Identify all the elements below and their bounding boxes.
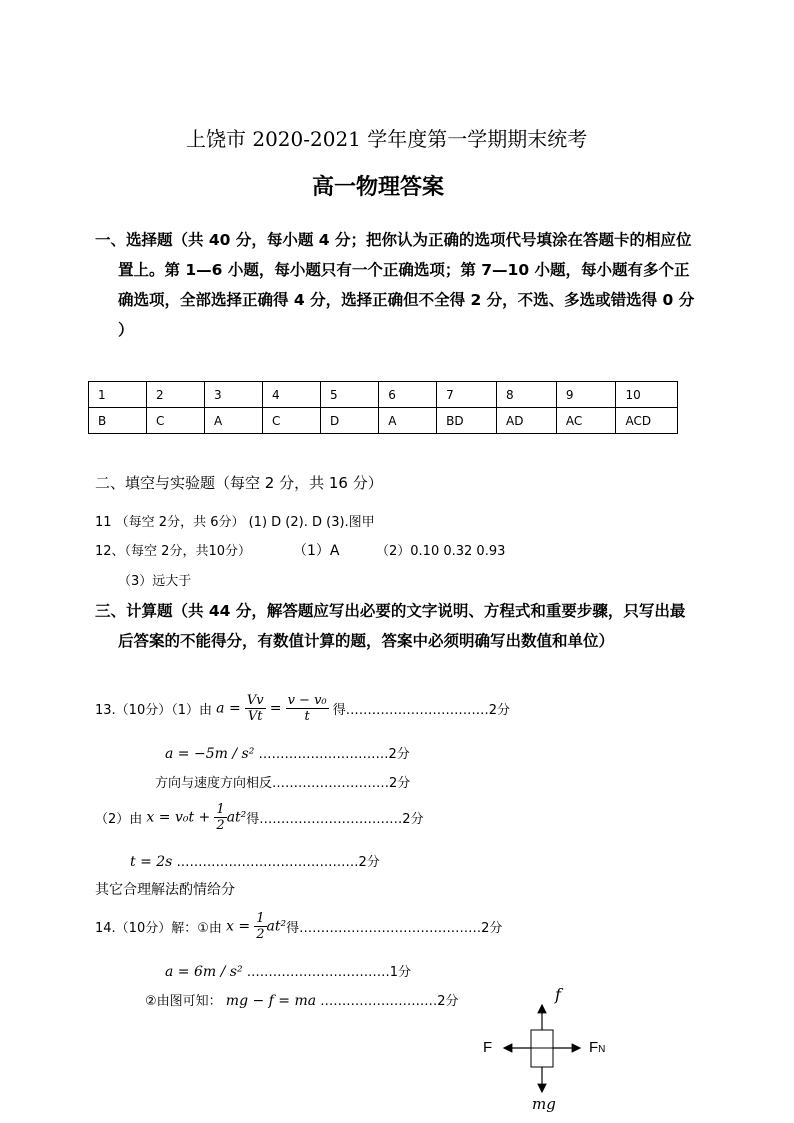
- q13-dots1: ……………………………2分: [345, 703, 511, 718]
- q13-dots3: ………………………2分: [272, 776, 411, 791]
- table-cell: 2: [146, 382, 204, 408]
- label-force-f: F: [483, 1039, 493, 1056]
- q13-half-den: 2: [216, 818, 225, 833]
- answer-table: [88, 381, 678, 434]
- section1-line3: 确选项，全部选择正确得 4 分，选择正确但不全得 2 分，不选、多选或错选得 0 分: [118, 291, 695, 309]
- q14-dots2: ……………………………1分: [246, 965, 411, 980]
- label-weight: mg: [532, 1095, 556, 1113]
- q13-label: 13.（10分）（1）由: [95, 703, 212, 718]
- q13-frac-2: [286, 693, 329, 724]
- label-normal: [589, 1039, 605, 1056]
- section1-line1: 一、选择题（共 40 分，每小题 4 分；把你认为正确的选项代号填涂在答题卡的相应位: [95, 231, 692, 249]
- table-cell: A: [379, 408, 437, 434]
- q13-line2: [165, 743, 410, 762]
- section1-line2: 置上。第 1—6 小题，每小题只有一个正确选项；第 7—10 小题，每小题有多个正: [118, 261, 690, 279]
- q13-line1: [95, 693, 510, 724]
- q13-dots5: ……………………………………2分: [176, 855, 380, 870]
- page-title: 上饶市 2020-2021 学年度第一学期期末统考: [186, 127, 588, 151]
- q14-eq-x: x =: [226, 918, 251, 935]
- q14-line1: [95, 911, 502, 942]
- table-cell: D: [321, 408, 379, 434]
- q14-accel: a = 6m / s²: [165, 964, 243, 980]
- q14-line3: [145, 990, 459, 1009]
- q14-at2: at²: [266, 918, 287, 935]
- q13-frac-1: [245, 693, 266, 724]
- q13-frac2-den: t: [304, 709, 310, 724]
- q13-half-num: 1: [216, 802, 225, 817]
- table-cell: C: [262, 408, 320, 434]
- question-12-answer1: （1）A: [293, 543, 340, 559]
- q13-accel: a = −5m / s²: [165, 746, 255, 762]
- q13-note: 其它合理解法酌情给分: [95, 882, 235, 898]
- table-cell: 8: [497, 382, 557, 408]
- table-cell: A: [205, 408, 263, 434]
- table-cell: 10: [616, 382, 678, 408]
- q13-dots4: 得……………………………2分: [246, 812, 424, 827]
- question-12-label: 12、（每空 2分，共10分）: [95, 544, 251, 559]
- q13-line4: [95, 802, 424, 833]
- q13-t-result: t = 2s: [130, 854, 173, 870]
- q13-at2: at²: [226, 809, 247, 826]
- q13-eq2: =: [269, 700, 282, 717]
- table-cell: BD: [437, 408, 497, 434]
- q13-frac-half: [214, 802, 226, 833]
- section2-heading: 二、填空与实验题（每空 2 分，共 16 分）: [95, 474, 383, 492]
- page-subtitle: 高一物理答案: [312, 174, 445, 200]
- question-12-answer3: （3）远大于: [118, 574, 192, 589]
- table-cell: 5: [321, 382, 379, 408]
- table-cell: B: [89, 408, 147, 434]
- table-cell: AD: [497, 408, 557, 434]
- table-cell: 4: [262, 382, 320, 408]
- q13-eq-x: x = v₀t +: [146, 809, 211, 826]
- table-cell: ACD: [616, 408, 678, 434]
- q14-half-num: 1: [256, 911, 265, 926]
- table-cell: 3: [205, 382, 263, 408]
- q14-eq2: mg − f = ma: [225, 993, 317, 1009]
- q13-a-eq: a =: [216, 700, 241, 717]
- table-cell: 9: [556, 382, 616, 408]
- table-cell: 6: [379, 382, 437, 408]
- q13-part2-label: （2）由: [95, 812, 143, 827]
- label-friction: f: [555, 985, 561, 1004]
- section3-line1: 三、计算题（共 44 分，解答题应写出必要的文字说明、方程式和重要步骤，只写出最: [95, 602, 686, 620]
- table-row-numbers: [89, 382, 678, 408]
- table-cell: AC: [556, 408, 616, 434]
- question-12-answer2: （2）0.10 0.32 0.93: [376, 544, 506, 559]
- q13-frac1-num: Vv: [246, 693, 264, 708]
- q14-line2: [165, 961, 411, 980]
- section3-line2: 后答案的不能得分，有数值计算的题，答案中必须明确写出数值和单位）: [118, 632, 615, 650]
- q13-dots2: …………………………2分: [258, 747, 410, 762]
- label-normal-sub: N: [598, 1044, 606, 1055]
- q13-frac2-num: v − v₀: [287, 693, 327, 708]
- q13-line3: [155, 772, 410, 791]
- q14-dots1: 得……………………………………2分: [286, 921, 503, 936]
- q13-frac1-den: Vt: [247, 709, 263, 724]
- q13-de: 得: [332, 703, 346, 718]
- q13-direction: 方向与速度方向相反: [155, 776, 273, 791]
- q14-frac-half: [254, 911, 266, 942]
- table-cell: 7: [437, 382, 497, 408]
- q14-dots3: ………………………2分: [320, 994, 459, 1009]
- table-cell: 1: [89, 382, 147, 408]
- q14-step2: ②由图可知：: [145, 994, 222, 1009]
- section1-line4: ）: [118, 321, 134, 339]
- q13-line5: [130, 851, 380, 870]
- label-normal-main: F: [589, 1039, 599, 1056]
- q14-label: 14.（10分）解：①由: [95, 921, 222, 936]
- force-diagram: [476, 985, 616, 1115]
- question-11: 11 （每空 2分，共 6分） (1) D (2). D (3).图甲: [95, 515, 375, 530]
- q14-half-den: 2: [256, 927, 265, 942]
- table-cell: C: [146, 408, 204, 434]
- table-row-answers: [89, 408, 678, 434]
